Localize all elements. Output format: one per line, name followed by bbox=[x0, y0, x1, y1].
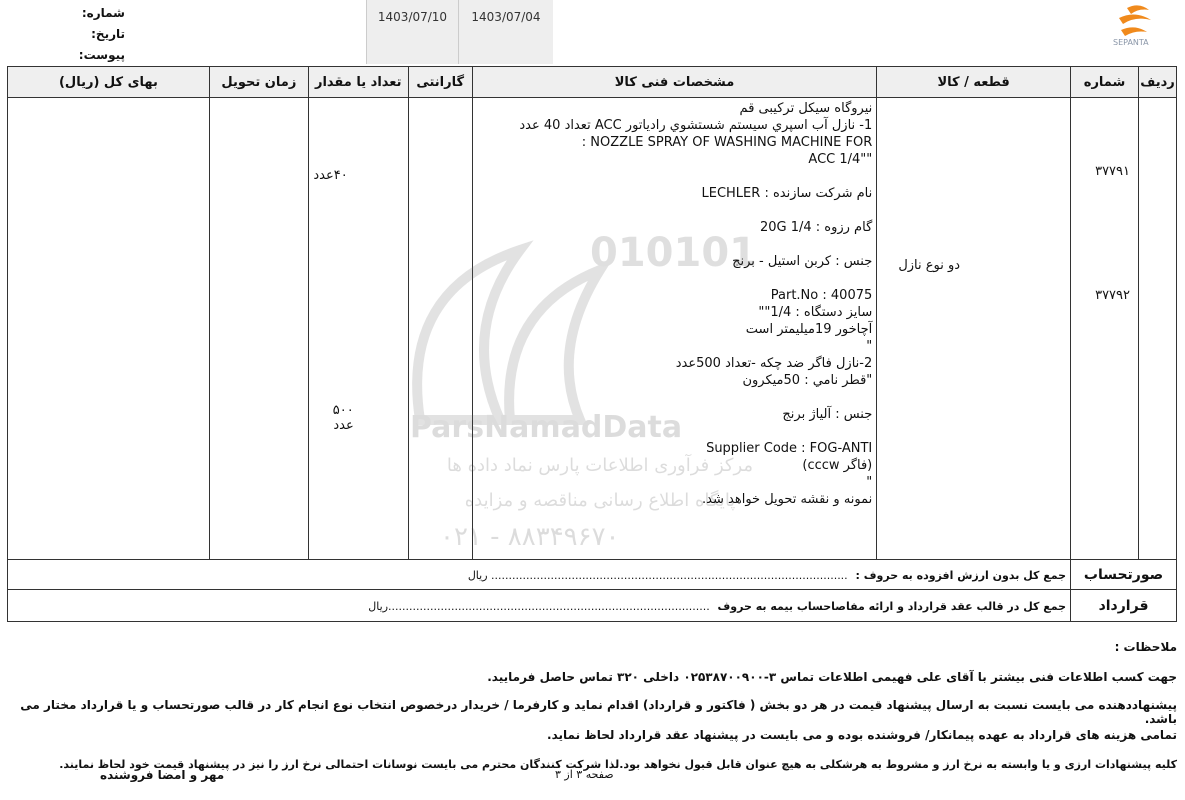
page-number: صفحه ۳ از ۳ bbox=[555, 768, 614, 781]
item-number-2: ۳۷۷۹۲ bbox=[1095, 288, 1131, 303]
spec-line: NOZZLE SPRAY OF WASHING MACHINE FOR : bbox=[581, 135, 873, 150]
col-part: قطعه / کالا bbox=[877, 67, 1071, 98]
stamp-label: مهر و امضا فروشنده bbox=[100, 768, 225, 782]
logo-icon bbox=[1105, 2, 1165, 48]
attachment-label: پیوست: bbox=[78, 48, 125, 62]
col-spec: مشخصات فنی کالا bbox=[472, 67, 877, 98]
spec-line bbox=[477, 423, 873, 440]
spec-text bbox=[473, 98, 877, 510]
cell-number bbox=[1071, 98, 1139, 560]
cell-row bbox=[1139, 98, 1177, 560]
items-table bbox=[7, 66, 1177, 622]
spec-line: ""1/4 ACC bbox=[808, 152, 873, 167]
watermark-number: 010101 bbox=[590, 230, 757, 276]
cell-total-price bbox=[8, 98, 210, 560]
spec-line bbox=[477, 270, 873, 287]
notes-title: ملاحظات : bbox=[1114, 640, 1177, 654]
number-label: شماره: bbox=[81, 6, 125, 20]
spec-line: آچاخور 19میلیمتر است bbox=[745, 322, 873, 337]
col-warranty: گارانتی bbox=[408, 67, 472, 98]
contract-label: قرارداد bbox=[1071, 590, 1177, 622]
contract-row bbox=[8, 590, 1177, 622]
spec-line bbox=[477, 168, 873, 185]
part-name: دو نوع نازل bbox=[898, 258, 961, 273]
spec-line: نمونه و نقشه تحویل خواهد شد. bbox=[702, 492, 873, 507]
quantity-2: ۵۰۰ عدد bbox=[332, 403, 354, 433]
spec-line: "قطر نامي : 50میکرون bbox=[742, 373, 873, 388]
spec-line: " bbox=[866, 339, 873, 354]
contract-cell bbox=[8, 590, 1071, 622]
note-line-1: جهت کسب اطلاعات فنی بیشتر با آقای علی فهیمی اطلاعات تماس ۳-۰۲۵۳۸۷۰۰۹۰۰ داخلی ۳۲۰ تماس حاصل فرمایید. bbox=[487, 670, 1177, 684]
spec-line: 2-نازل فاگر ضد چکه -تعداد 500عدد bbox=[675, 356, 873, 371]
invoice-dots: ...................................................................................................... ریال bbox=[467, 568, 848, 582]
spec-line: (فاگر cccw) bbox=[802, 458, 873, 473]
col-row: ردیف bbox=[1139, 67, 1177, 98]
invoice-cell bbox=[8, 560, 1071, 590]
spec-line: گام رزوه : 1/4 20G bbox=[759, 220, 873, 235]
watermark-line2: پایگاه اطلاع رسانی مناقصه و مزایده bbox=[464, 490, 736, 511]
invoice-row bbox=[8, 560, 1177, 590]
spec-line bbox=[477, 202, 873, 219]
col-total-price: بهای کل (ریال) bbox=[8, 67, 210, 98]
contract-text: جمع کل در قالب عقد قرارداد و ارائه مفاصاحساب بیمه به حروف bbox=[717, 599, 1067, 613]
watermark-line1: مرکز فرآوری اطلاعات پارس نماد داده ها bbox=[446, 455, 754, 476]
date-box-2: 1403/07/10 bbox=[366, 0, 458, 64]
col-delivery: زمان تحویل bbox=[209, 67, 308, 98]
date-label: تاریخ: bbox=[91, 27, 125, 41]
spec-line: " bbox=[866, 475, 873, 490]
cell-spec bbox=[472, 98, 877, 560]
spec-line: جنس : آلیاژ برنج bbox=[782, 407, 873, 422]
spec-line: نیروگاه سیکل ترکیبی قم bbox=[739, 101, 873, 116]
spec-line bbox=[477, 236, 873, 253]
cell-delivery bbox=[209, 98, 308, 560]
spec-line: جنس : کربن استیل - برنج bbox=[732, 254, 873, 269]
table-row bbox=[8, 98, 1177, 560]
spec-line: 40075 : Part.No bbox=[770, 288, 873, 303]
quantity-1: ۴۰عدد bbox=[313, 168, 348, 183]
note-line-2: پیشنهاددهنده می بایست نسبت به ارسال پیشنهاد قیمت در هر دو بخش ( فاکتور و قرارداد) اقدام نماید و کارفرما / خریدار درخصوص انتخاب نوع انجام کار در قالب صورتحساب و یا قرارداد مختار می باشد. bbox=[20, 698, 1177, 726]
spec-line: 1- نازل آب اسپري سیستم شستشوي رادیاتور ACC تعداد 40 عدد bbox=[519, 118, 873, 133]
contract-dots: ............................................................................................ریال bbox=[368, 599, 710, 613]
spec-line: نام شرکت سازنده : LECHLER bbox=[701, 186, 873, 201]
spec-line: سایز دستگاه : 1/4"" bbox=[758, 305, 873, 320]
date-box-1: 1403/07/04 bbox=[458, 0, 553, 64]
col-quantity: تعداد یا مقدار bbox=[308, 67, 408, 98]
invoice-text: جمع کل بدون ارزش افزوده به حروف : bbox=[855, 568, 1067, 582]
watermark-phone: ۰۲۱ - ۸۸۳۴۹۶۷۰ bbox=[440, 522, 620, 552]
cell-quantity bbox=[308, 98, 408, 560]
note-line-3: تمامی هزینه های قرارداد به عهده پیمانکار/ فروشنده بوده و می بایست در پیشنهاد عقد قرارداد لحاظ نماید. bbox=[547, 728, 1177, 742]
item-number-1: ۳۷۷۹۱ bbox=[1095, 164, 1131, 179]
spec-line bbox=[477, 389, 873, 406]
watermark-brand: ParsNamadData bbox=[410, 410, 683, 445]
col-number: شماره bbox=[1071, 67, 1139, 98]
spec-line: Supplier Code : FOG-ANTI bbox=[706, 441, 873, 456]
logo-text: SEPANTA bbox=[1113, 38, 1149, 47]
invoice-label: صورتحساب bbox=[1071, 560, 1177, 590]
company-logo bbox=[1105, 2, 1165, 48]
table-header-row bbox=[8, 67, 1177, 98]
cell-warranty bbox=[408, 98, 472, 560]
cell-part bbox=[877, 98, 1071, 560]
note-line-4: کلیه پیشنهادات ارزی و یا وابسته به نرخ ارز و مشروط به هرشکلی به هیچ عنوان قابل قبول نخواهد بود.لذا شرکت کنندگان محترم می بایست نوسانات احتمالی نرخ ارز را نیز در پیشنهاد قیمت خود لحاظ نمایند. bbox=[59, 758, 1177, 771]
